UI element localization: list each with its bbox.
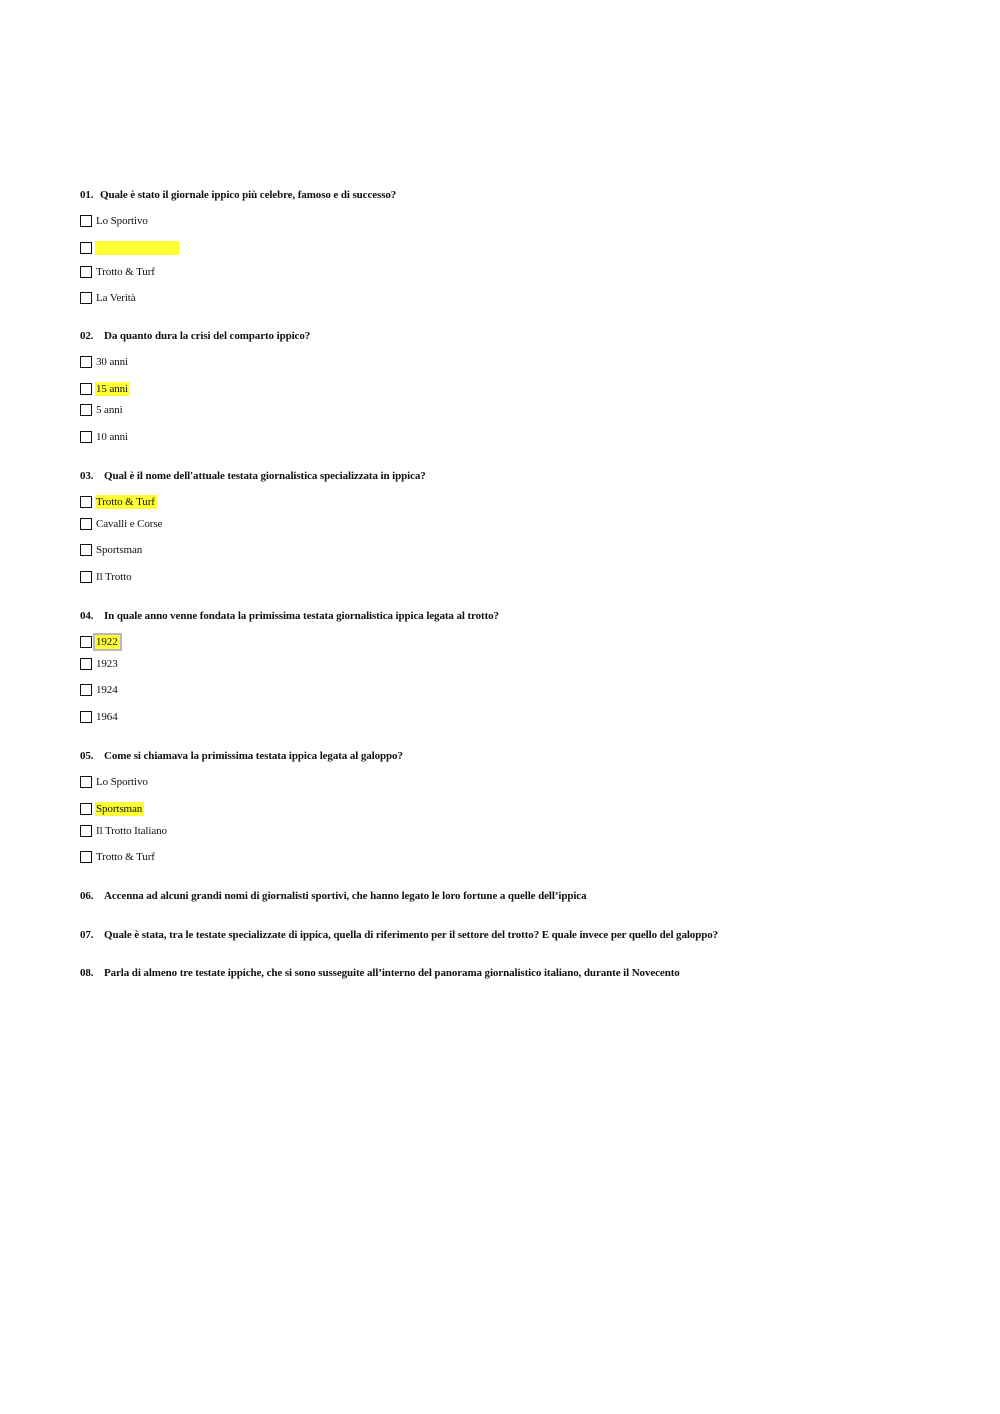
option-label: Trotto & Turf xyxy=(96,266,155,278)
question-text: Da quanto dura la crisi del comparto ippico? xyxy=(104,330,311,342)
question-02 xyxy=(80,330,310,342)
question-06 xyxy=(80,890,587,902)
checkbox[interactable] xyxy=(80,383,92,395)
option-q5-d[interactable] xyxy=(80,850,157,864)
option-q3-d[interactable] xyxy=(80,570,133,584)
question-text: In quale anno venne fondata la primissima testata giornalistica ippica legata al trotto? xyxy=(104,610,499,622)
option-label-highlighted: Sportsman xyxy=(96,803,143,815)
checkbox[interactable] xyxy=(80,266,92,278)
checkbox[interactable] xyxy=(80,496,92,508)
question-05 xyxy=(80,750,403,762)
option-q1-d[interactable] xyxy=(80,291,138,305)
option-label: Il Trotto Italiano xyxy=(96,825,167,837)
question-01 xyxy=(80,189,396,201)
option-q2-a[interactable] xyxy=(80,355,130,369)
question-text: Parla di almeno tre testate ippiche, che si sono susseguite all’interno del panorama giornalistico italiano, durante il Novecento xyxy=(104,967,680,979)
question-08 xyxy=(80,967,680,979)
question-text: Come si chiamava la primissima testata ippica legata al galoppo? xyxy=(104,750,403,762)
question-text: Quale è stata, tra le testate specializzate di ippica, quella di riferimento per il settore del trotto? E quale invece per quello del galoppo? xyxy=(104,929,719,941)
question-number: 08. xyxy=(80,967,94,979)
checkbox[interactable] xyxy=(80,571,92,583)
checkbox[interactable] xyxy=(80,292,92,304)
option-label: Il Trotto xyxy=(96,571,132,583)
option-label: La Verità xyxy=(96,292,136,304)
question-number: 03. xyxy=(80,470,94,482)
option-label: Cavalli e Corse xyxy=(96,518,163,530)
question-number: 06. xyxy=(80,890,94,902)
option-q3-b[interactable] xyxy=(80,517,164,531)
option-q5-c[interactable] xyxy=(80,824,169,838)
option-q4-d[interactable] xyxy=(80,710,120,724)
option-q2-d[interactable] xyxy=(80,430,130,444)
question-04 xyxy=(80,610,499,622)
question-number: 01. xyxy=(80,189,94,201)
checkbox[interactable] xyxy=(80,684,92,696)
question-number: 02. xyxy=(80,330,94,342)
checkbox[interactable] xyxy=(80,851,92,863)
checkbox[interactable] xyxy=(80,242,92,254)
checkbox[interactable] xyxy=(80,636,92,648)
option-label: Sportsman xyxy=(96,544,143,556)
option-q2-b[interactable] xyxy=(80,382,130,396)
option-q1-a[interactable] xyxy=(80,214,150,228)
question-text: Quale è stato il giornale ippico più celebre, famoso e di successo? xyxy=(100,189,397,201)
option-label-highlighted: Trotto & Turf xyxy=(96,496,155,508)
option-q4-c[interactable] xyxy=(80,683,120,697)
option-label: Trotto & Turf xyxy=(96,851,155,863)
option-label: 1923 xyxy=(96,658,118,670)
option-q1-b[interactable] xyxy=(80,241,179,255)
option-label: 30 anni xyxy=(96,356,128,368)
option-q4-b[interactable] xyxy=(80,657,120,671)
option-label: 1964 xyxy=(96,711,118,723)
option-label-highlighted: 1922 xyxy=(96,636,118,648)
checkbox[interactable] xyxy=(80,215,92,227)
highlighted-answer-blank xyxy=(95,241,179,255)
option-label: 10 anni xyxy=(96,431,128,443)
checkbox[interactable] xyxy=(80,803,92,815)
question-number: 07. xyxy=(80,929,94,941)
option-q3-c[interactable] xyxy=(80,543,144,557)
question-number: 04. xyxy=(80,610,94,622)
option-label-highlighted: 15 anni xyxy=(96,383,128,395)
question-text: Qual è il nome dell'attuale testata giornalistica specializzata in ippica? xyxy=(104,470,426,482)
question-03 xyxy=(80,470,426,482)
option-q2-c[interactable] xyxy=(80,403,125,417)
checkbox[interactable] xyxy=(80,825,92,837)
checkbox[interactable] xyxy=(80,404,92,416)
checkbox[interactable] xyxy=(80,518,92,530)
option-label: Lo Sportivo xyxy=(96,776,148,788)
option-q1-c[interactable] xyxy=(80,265,157,279)
checkbox[interactable] xyxy=(80,544,92,556)
checkbox[interactable] xyxy=(80,356,92,368)
checkbox[interactable] xyxy=(80,776,92,788)
option-q4-a[interactable] xyxy=(80,635,120,649)
option-q5-b[interactable] xyxy=(80,802,144,816)
question-number: 05. xyxy=(80,750,94,762)
option-q3-a[interactable] xyxy=(80,495,157,509)
checkbox[interactable] xyxy=(80,431,92,443)
option-q5-a[interactable] xyxy=(80,775,150,789)
checkbox[interactable] xyxy=(80,658,92,670)
option-label: 5 anni xyxy=(96,404,123,416)
question-07 xyxy=(80,929,718,941)
option-label: Lo Sportivo xyxy=(96,215,148,227)
option-label: 1924 xyxy=(96,684,118,696)
question-text: Accenna ad alcuni grandi nomi di giornalisti sportivi, che hanno legato le loro fortune a quelle dell’ippica xyxy=(104,890,587,902)
checkbox[interactable] xyxy=(80,711,92,723)
